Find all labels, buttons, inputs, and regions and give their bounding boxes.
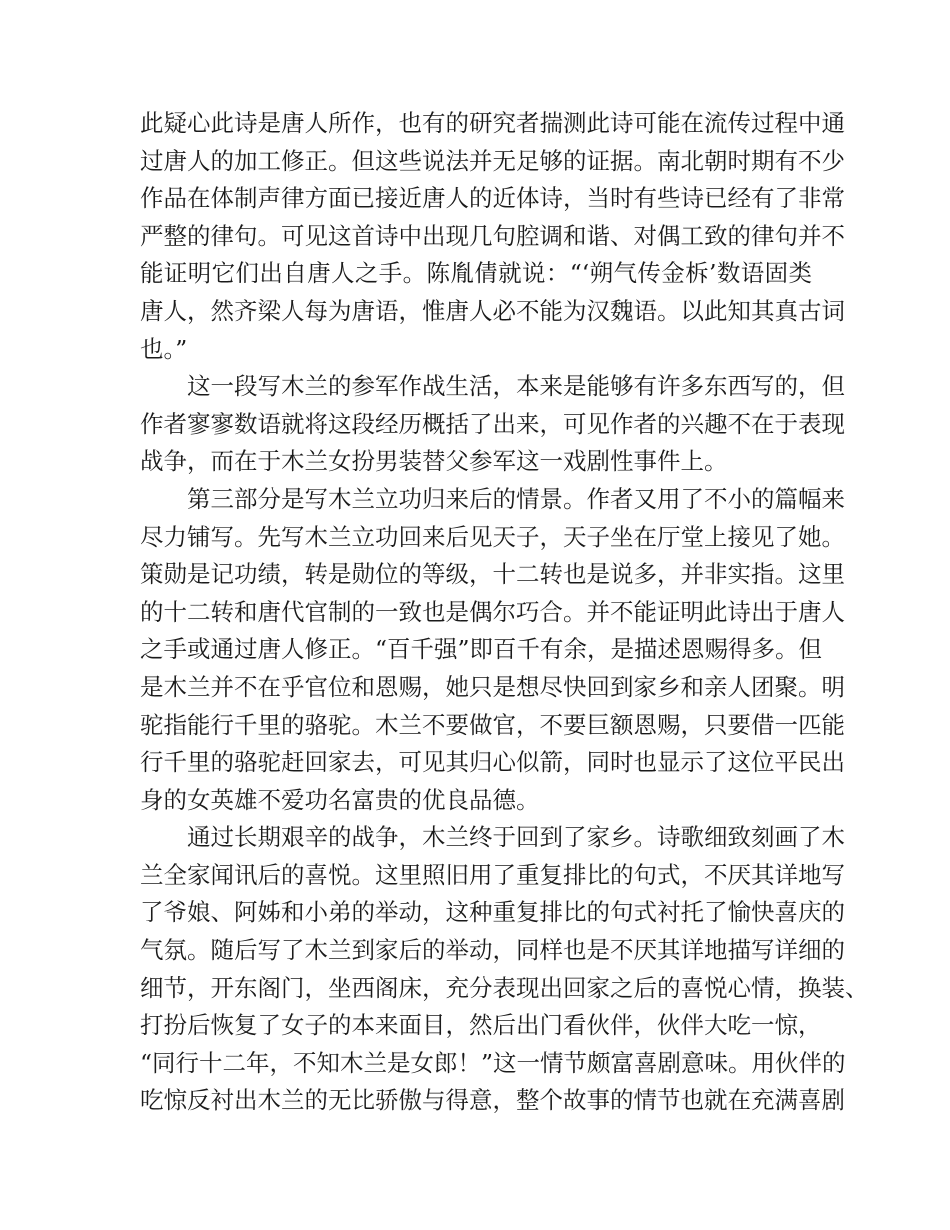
text-line: 吃惊反衬出木兰的无比骄傲与得意，整个故事的情节也就在充满喜剧 [140, 1086, 845, 1115]
text-line: 的十二转和唐代官制的一致也是偶尔巧合。并不能证明此诗出于唐人 [140, 597, 845, 626]
text-line: 作者寥寥数语就将这段经历概括了出来，可见作者的兴趣不在于表现 [140, 409, 845, 438]
text-line: 行千里的骆驼赶回家去，可见其归心似箭，同时也显示了这位平民出 [140, 748, 845, 777]
text-line: 战争，而在于木兰女扮男装替父参军这一戏剧性事件上。 [140, 447, 728, 476]
text-line: “同行十二年，不知木兰是女郎！”这一情节颇富喜剧意味。用伙伴的 [140, 1048, 846, 1077]
text-line: 作品在体制声律方面已接近唐人的近体诗，当时有些诗已经有了非常 [140, 184, 845, 213]
paragraph-start-line: 通过长期艰辛的战争，木兰终于回到了家乡。诗歌细致刻画了木 [187, 823, 845, 852]
paragraph-start-line: 第三部分是写木兰立功归来后的情景。作者又用了不小的篇幅来 [187, 484, 845, 513]
text-line: 唐人，然齐梁人每为唐语，惟唐人必不能为汉魏语。以此知其真古词 [140, 296, 845, 325]
text-line: 了爷娘、阿姊和小弟的举动，这种重复排比的句式衬托了愉快喜庆的 [140, 898, 845, 927]
text-line: 兰全家闻讯后的喜悦。这里照旧用了重复排比的句式，不厌其详地写 [140, 860, 845, 889]
text-line: 过唐人的加工修正。但这些说法并无足够的证据。南北朝时期有不少 [140, 146, 845, 175]
text-line: 也。” [140, 334, 188, 363]
text-line: 细节，开东阁门，坐西阁床，充分表现出回家之后的喜悦心情，换装、 [140, 973, 869, 1002]
text-line: 之手或通过唐人修正。“百千强”即百千有余，是描述恩赐得多。但 [140, 635, 823, 664]
document-body [140, 105, 869, 1120]
text-line: 能证明它们出自唐人之手。陈胤倩就说：“‘朔气传金柝’数语固类 [140, 259, 812, 288]
text-line: 策勋是记功绩，转是勋位的等级，十二转也是说多，并非实指。这里 [140, 560, 845, 589]
text-line: 气氛。随后写了木兰到家后的举动，同样也是不厌其详地描写详细的 [140, 936, 845, 965]
paragraph-start-line: 这一段写木兰的参军作战生活，本来是能够有许多东西写的，但 [187, 372, 845, 401]
text-line: 尽力铺写。先写木兰立功回来后见天子，天子坐在厅堂上接见了她。 [140, 522, 845, 551]
text-line: 严整的律句。可见这首诗中出现几句腔调和谐、对偶工致的律句并不 [140, 221, 845, 250]
text-line: 打扮后恢复了女子的本来面目，然后出门看伙伴，伙伴大吃一惊， [140, 1011, 822, 1040]
text-line: 是木兰并不在乎官位和恩赐，她只是想尽快回到家乡和亲人团聚。明 [140, 672, 845, 701]
text-line: 驼指能行千里的骆驼。木兰不要做官，不要巨额恩赐，只要借一匹能 [140, 710, 845, 739]
text-line: 此疑心此诗是唐人所作，也有的研究者揣测此诗可能在流传过程中通 [140, 109, 845, 137]
text-line: 身的女英雄不爱功名富贵的优良品德。 [140, 785, 540, 814]
